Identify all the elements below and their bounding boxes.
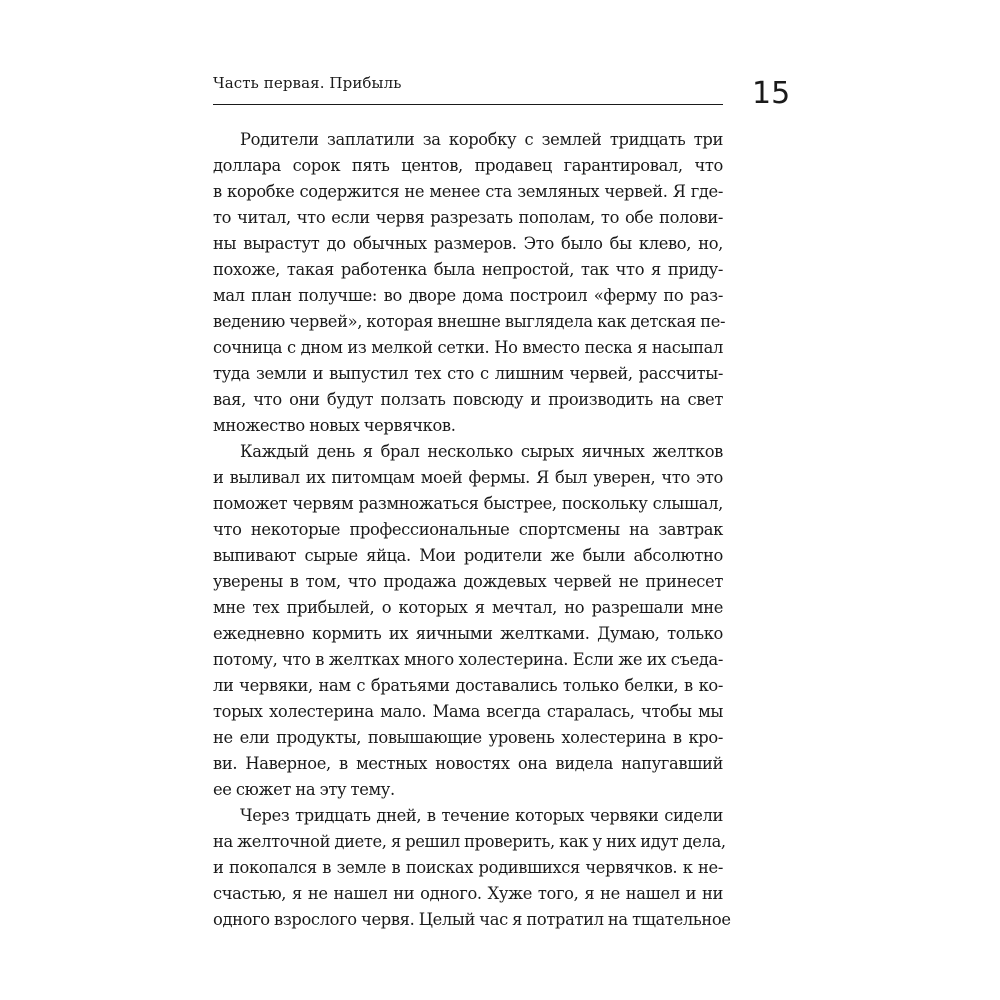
text-line: ведению червей», которая внешне выглядела как детская пе- <box>213 312 726 331</box>
text-line: мне тех прибылей, о которых я мечтал, но разрешали мне <box>213 598 723 617</box>
body-text <box>213 127 731 933</box>
text-line: и выливал их питомцам моей фермы. Я был уверен, что это <box>213 468 723 487</box>
text-line: ежедневно кормить их яичными желтками. Думаю, только <box>213 624 723 643</box>
text-line: выпивают сырые яйца. Мои родители же были абсолютно <box>213 546 723 565</box>
text-line: вая, что они будут ползать повсюду и производить на свет <box>213 390 723 409</box>
text-line: не ели продукты, повышающие уровень холестерина в кро- <box>213 728 723 747</box>
text-line: ее сюжет на эту тему. <box>213 780 395 799</box>
text-line: туда земли и выпустил тех сто с лишним червей, рассчиты- <box>213 364 723 383</box>
text-line: Через тридцать дней, в течение которых червяки сидели <box>240 806 723 825</box>
text-line: ви. Наверное, в местных новостях она видела напугавший <box>213 754 723 773</box>
text-line: на желточной диете, я решил проверить, как у них идут дела, <box>213 832 726 851</box>
text-line: и покопался в земле в поисках родившихся червячков. к не- <box>213 858 723 877</box>
text-line: в коробке содержится не менее ста земляных червей. Я где- <box>213 182 723 201</box>
running-header <box>213 70 723 105</box>
text-line: счастью, я не нашел ни одного. Хуже того, я не нашел и ни <box>213 884 723 903</box>
text-line: множество новых червячков. <box>213 416 456 435</box>
text-line: одного взрослого червя. Целый час я потратил на тщательное <box>213 910 731 929</box>
text-line: ны вырастут до обычных размеров. Это было бы клево, но, <box>213 234 723 253</box>
text-line: то читал, что если червя разрезать пополам, то обе полови- <box>213 208 723 227</box>
text-line: ли червяки, нам с братьями доставались только белки, в ко- <box>213 676 723 695</box>
text-line: Каждый день я брал несколько сырых яичных желтков <box>240 442 723 461</box>
text-line: доллара сорок пять центов, продавец гарантировал, что <box>213 156 723 175</box>
page-number: 15 <box>752 76 791 111</box>
text-line: уверены в том, что продажа дождевых червей не принесет <box>213 572 723 591</box>
text-line: сочница с дном из мелкой сетки. Но вместо песка я насыпал <box>213 338 723 357</box>
text-line: торых холестерина мало. Мама всегда старалась, чтобы мы <box>213 702 723 721</box>
text-line: Родители заплатили за коробку с землей тридцать три <box>240 130 723 149</box>
chapter-title: Часть первая. Прибыль <box>213 74 402 92</box>
text-line: похоже, такая работенка была непростой, так что я приду- <box>213 260 723 279</box>
text-line: мал план получше: во дворе дома построил «ферму по раз- <box>213 286 723 305</box>
text-line: поможет червям размножаться быстрее, поскольку слышал, <box>213 494 723 513</box>
text-line: потому, что в желтках много холестерина. Если же их съеда- <box>213 650 723 669</box>
text-line: что некоторые профессиональные спортсмены на завтрак <box>213 520 723 539</box>
